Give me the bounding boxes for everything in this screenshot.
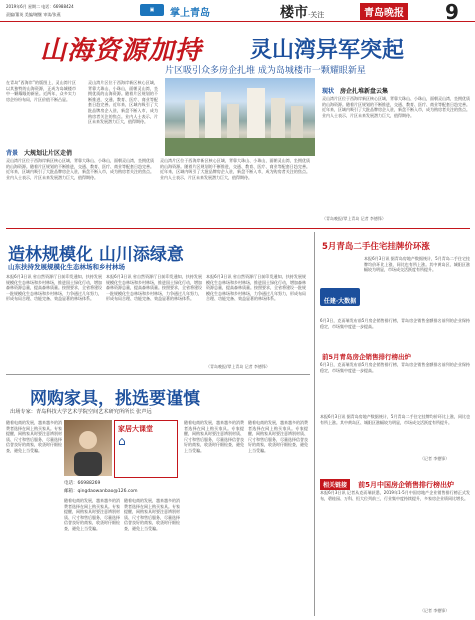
lead-photo: [165, 78, 315, 156]
right1-body-cont: 6月3日，克而瑞发布前5月房企销售排行榜，青岛房企销售金额排名前列的企业保持稳定，市场集中度进一步提高。: [320, 318, 470, 329]
article3-body-1: 随着电商的发展，越来越多的消费者选择在网上购买家具。专家提醒，网购家具时要注意辨别材质、尺寸和售后服务，尽量选择信誉良好的商家，收货时仔细检查，避免上当受骗。: [6, 420, 62, 453]
lead-headline: 灵山湾异军突起: [250, 38, 405, 63]
page-number: 9: [445, 0, 459, 24]
divider-left: [6, 374, 310, 375]
house-icon: ⌂: [118, 434, 126, 448]
right2-tag: 相关链接: [320, 479, 350, 490]
article3-tel: 电话：66988269: [64, 481, 101, 486]
lead-sub1: 背景 大规划让片区走俏: [6, 150, 73, 157]
divider-mid: [6, 228, 470, 229]
right1-body: 本报6月3日讯 据青岛房地产数据统计，5月青岛二手住宅挂牌均价环比上涨，同比也有所上涨。其中黄岛区、城阳区涨幅较为明显，市场成交活跃度有所提升。: [364, 256, 470, 273]
app-name: 掌上青岛: [170, 8, 210, 19]
article3-subhead: 出场专家：青岛科技大学艺术学院空间艺术研究所所长 张声远: [10, 409, 152, 415]
paper-name-logo: 青岛晚报: [360, 3, 408, 20]
lead-body-a: 灵山湾片区位于西海岸新区核心区域，背靠大珠山、小珠山，面朝灵山湾，坐拥优质的山海资源。随着片区规划的不断推进，交通、教育、医疗、商业等配套日趋完善。近年来，区域内吸引了大批品牌房企入驻，新盘不断入市，成为购房者关注的焦点。业内人士表示，片区未来发展潜力巨大，值得期待。: [6, 158, 154, 180]
lead-reporter: （青岛晚报/掌上青岛 记者 李德锋）: [322, 216, 386, 221]
lead-intro-2: 灵山湾片区位于西海岸新区核心区域，背靠大珠山、小珠山，面朝灵山湾，坐拥优质的山海资源。随着片区规划的不断推进，交通、教育、医疗、商业等配套日趋完善。近年来，区域内吸引了大批品牌房企入驻，新盘不断入市，成为购房者关注的焦点。业内人士表示，片区未来发展潜力巨大，值得期待。: [88, 80, 158, 125]
right1-headline: 5月青岛二手住宅挂牌价环涨: [322, 242, 430, 252]
right2-headline: 前5月中国房企销售排行榜出炉: [358, 481, 454, 489]
editor-line: 责编/董英 美编/谢继 审读/张燕: [6, 12, 61, 17]
right1-sub: 前5月青岛房企销售排行榜出炉: [322, 353, 412, 361]
article3-email: 邮箱：qingdaowanbao@126.com: [64, 489, 138, 494]
lead-calligraphy-title: 山海资源加持: [40, 36, 203, 66]
right1-tag: [320, 288, 360, 306]
article2-body-2: 本报6月3日讯 省自然资源厅日前印发通知，扶持发展规模化生态林场和乡村林场，推进国土绿化行动，增加森林资源总量，提高森林质量。按照要求，全省将建设一批规模化生态林场和乡村林场，力争通过几年努力，形成布局合理、功能完备、效益显著的林场体系。: [106, 274, 202, 302]
right2-header: [320, 472, 470, 489]
building-skyline-icon: [165, 78, 315, 156]
right2-body: 本报6月3日讯 记者从克而瑞获悉，2019年1-5月中国房地产企业销售排行榜正式发布，碧桂园、万科、恒大位列前三，行业集中度持续提升，多家房企业绩同比增长。: [320, 490, 470, 501]
masthead: [0, 0, 475, 22]
lead-body-b: 灵山湾片区位于西海岸新区核心区域，背靠大珠山、小珠山，面朝灵山湾，坐拥优质的山海资源。随着片区规划的不断推进，交通、教育、医疗、商业等配套日趋完善。近年来，区域内吸引了大批品牌房企入驻，新盘不断入市，成为购房者关注的焦点。业内人士表示，片区未来发展潜力巨大，值得期待。: [160, 158, 310, 180]
article2-subhead: 山东扶持发展规模化生态林场和乡村林场: [8, 263, 125, 271]
article3-body-3: 随着电商的发展，越来越多的消费者选择在网上购买家具。专家提醒，网购家具时要注意辨别材质、尺寸和售后服务，尽量选择信誉良好的商家，收货时仔细检查，避免上当受骗。: [124, 498, 180, 531]
article2-body-1: 本报6月3日讯 省自然资源厅日前印发通知，扶持发展规模化生态林场和乡村林场，推进国土绿化行动，增加森林资源总量，提高森林质量。按照要求，全省将建设一批规模化生态林场和乡村林场，力争通过几年努力，形成布局合理、功能完备、效益显著的林场体系。: [6, 274, 102, 302]
right-column-divider: [314, 232, 315, 616]
expert-portrait-icon: [64, 420, 112, 476]
date-line: 2019年6月 星期二 电话：66988424: [6, 4, 74, 9]
article2-headline: 造林规模化 山川添绿意: [8, 245, 184, 265]
article3-body-2: 随着电商的发展，越来越多的消费者选择在网上购买家具。专家提醒，网购家具时要注意辨别材质、尺寸和售后服务，尽量选择信誉良好的商家，收货时仔细检查，避免上当受骗。: [64, 498, 120, 531]
article2-reporter: （青岛晚报/掌上青岛 记者 李德锋）: [206, 364, 270, 369]
lead-right-body: 灵山湾片区位于西海岸新区核心区域，背靠大珠山、小珠山，面朝灵山湾，坐拥优质的山海资源。随着片区规划的不断推进，交通、教育、医疗、商业等配套日趋完善。近年来，区域内吸引了大批品牌房企入驻，新盘不断入市，成为购房者关注的焦点。业内人士表示，片区未来发展潜力巨大，值得期待。: [322, 96, 470, 118]
right2-reporter: （记者 李德锋）: [420, 608, 450, 613]
article3-box-label: 家居大课堂: [118, 425, 153, 433]
article3-headline: 网购家具，挑选要谨慎: [30, 389, 200, 409]
article3-body-4: 随着电商的发展，越来越多的消费者选择在网上购买家具。专家提醒，网购家具时要注意辨别材质、尺寸和售后服务，尽量选择信誉良好的商家，收货时仔细检查，避免上当受骗。: [184, 420, 244, 453]
article3-body-5: 随着电商的发展，越来越多的消费者选择在网上购买家具。专家提醒，网购家具时要注意辨别材质、尺寸和售后服务，尽量选择信誉良好的商家，收货时仔细检查，避免上当受骗。: [248, 420, 308, 453]
lead-intro: 在青岛“西海岸”的版图上，灵山湾片区以其独特的山海资源，正成为岛城楼市中一颗耀眼的新星。近两年，众多实力房企纷纷布局，片区价值不断凸显。: [6, 80, 76, 102]
lead-sub2: 现状 房企扎堆新盘云集: [322, 88, 389, 95]
article3-photo: [64, 420, 112, 476]
right1-tag-label: 任建·大数据: [323, 298, 357, 305]
right1-reporter: （记者 李德锋）: [420, 456, 450, 461]
article3-box: [114, 420, 178, 478]
right1-body2: 6月3日，克而瑞发布前5月房企销售排行榜，青岛房企销售金额排名前列的企业保持稳定，市场集中度进一步提高。: [320, 362, 470, 373]
right1-body3: 本报6月3日讯 据青岛房地产数据统计，5月青岛二手住宅挂牌均价环比上涨，同比也有所上涨。其中黄岛区、城阳区涨幅较为明显，市场成交活跃度有所提升。: [320, 414, 470, 425]
section-name: 楼市·关注: [280, 5, 325, 21]
qingdao-app-logo: ▣: [140, 4, 164, 16]
lead-subhead: 片区吸引众多房企扎堆 成为岛城楼市一颗耀眼新星: [165, 66, 366, 76]
article2-body-3: 本报6月3日讯 省自然资源厅日前印发通知，扶持发展规模化生态林场和乡村林场，推进国土绿化行动，增加森林资源总量，提高森林质量。按照要求，全省将建设一批规模化生态林场和乡村林场，力争通过几年努力，形成布局合理、功能完备、效益显著的林场体系。: [206, 274, 306, 302]
